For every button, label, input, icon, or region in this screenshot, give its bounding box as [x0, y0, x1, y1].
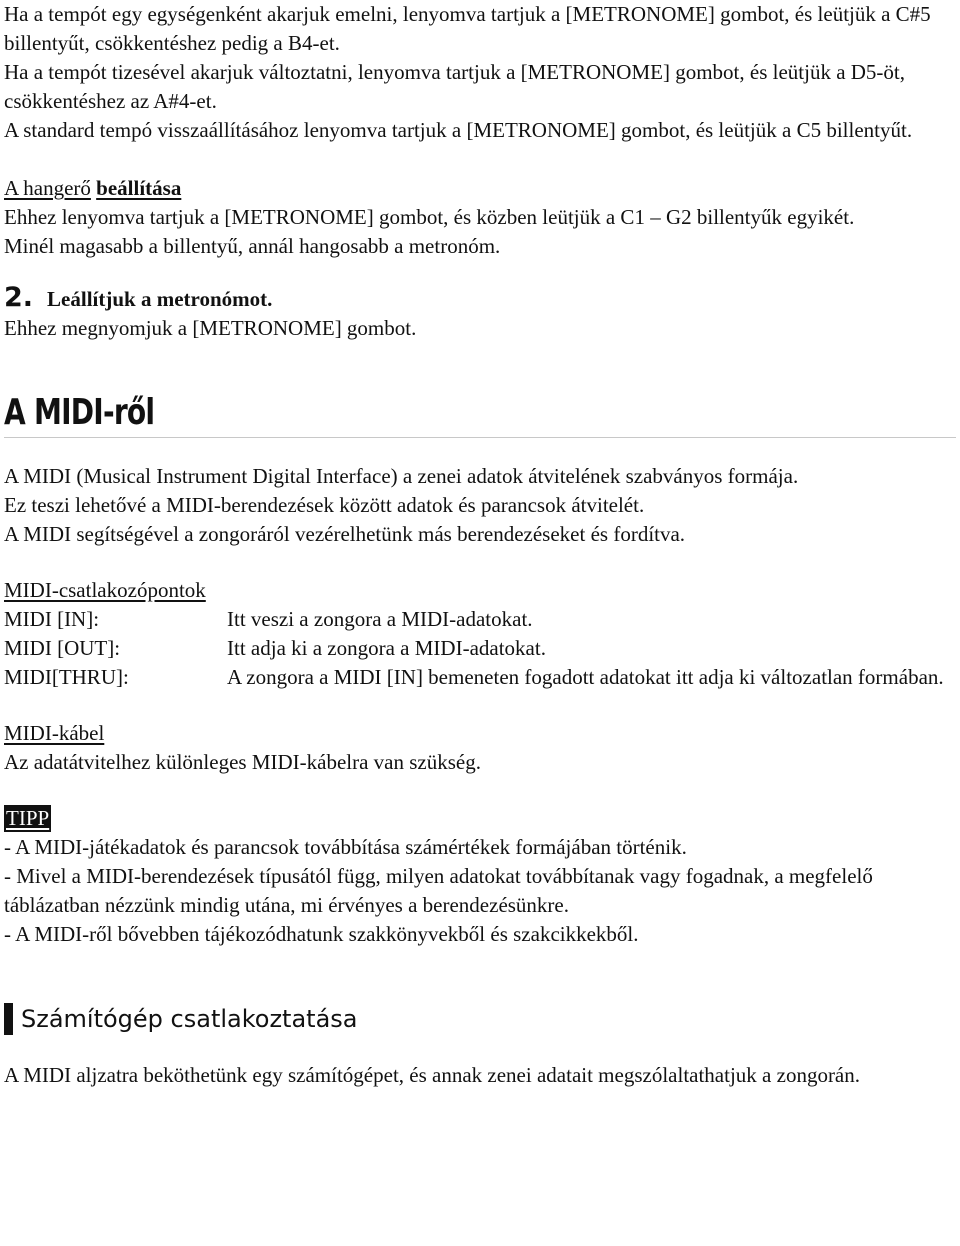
tip-item-2: - Mivel a MIDI-berendezések típusától függ, milyen adatokat továbbítanak vagy fogadnak, a megfelelő táblázatban nézzünk mindig utána, mi érvényes a berendezésünkre.: [4, 864, 873, 917]
port-description: A zongora a MIDI [IN] bemeneten fogadott adatokat itt adja ki változatlan formában.: [227, 665, 944, 689]
computer-text: A MIDI aljzatra beköthetünk egy számítógépet, és annak zenei adatait megszólaltathatjuk a zongorán.: [4, 1063, 861, 1087]
port-row-thru: [4, 663, 956, 692]
volume-paragraph-2: Minél magasabb a billentyű, annál hangosabb a metronóm.: [4, 234, 501, 258]
port-description: Itt adja ki a zongora a MIDI-adatokat.: [227, 636, 546, 660]
port-label: MIDI [IN]:: [4, 607, 100, 631]
tip-label-line: [4, 804, 956, 833]
step-title: Leállítjuk a metronómot.: [47, 287, 273, 311]
port-description: Itt veszi a zongora a MIDI-adatokat.: [227, 607, 533, 631]
midi-intro-1: A MIDI (Musical Instrument Digital Interface) a zenei adatok átvitelének szabványos formája.: [4, 464, 799, 488]
volume-heading: [4, 174, 956, 203]
computer-heading: Számítógép csatlakoztatása: [21, 1005, 358, 1033]
volume-heading-part2: beállítása: [96, 176, 182, 200]
tempo-reset-paragraph: A standard tempó visszaállításához lenyomva tartjuk a [METRONOME] gombot, és leütjük a C5 billentyűt.: [4, 118, 913, 142]
midi-intro-3: A MIDI segítségével a zongoráról vezérelhetünk más berendezéseket és fordítva.: [4, 522, 686, 546]
step-2-heading: [4, 283, 956, 314]
tip-item-1: - A MIDI-játékadatok és parancsok továbbítása számértékek formájában történik.: [4, 835, 687, 859]
step-number: 2.: [4, 282, 34, 313]
port-row-in: [4, 605, 956, 634]
tempo-step-up-paragraph: Ha a tempót egy egységenként akarjuk emelni, lenyomva tartjuk a [METRONOME] gombot, és leütjük a C#5 billentyűt, csökkentéshez pedig a B4-et.: [4, 2, 931, 55]
tempo-step-ten-paragraph: Ha a tempót tizesével akarjuk változtatni, lenyomva tartjuk a [METRONOME] gombot, és leütjük a D5-öt, csökkentéshez az A#4-et.: [4, 60, 906, 113]
ports-heading: MIDI-csatlakozópontok: [4, 578, 206, 602]
volume-heading-part1: A hangerő: [4, 176, 91, 200]
step-2-text: Ehhez megnyomjuk a [METRONOME] gombot.: [4, 316, 417, 340]
computer-section-header: [4, 1003, 956, 1035]
midi-intro-2: Ez teszi lehetővé a MIDI-berendezések között adatok és parancsok átvitelét.: [4, 493, 645, 517]
port-label: MIDI[THRU]:: [4, 665, 129, 689]
volume-paragraph-1: Ehhez lenyomva tartjuk a [METRONOME] gombot, és közben leütjük a C1 – G2 billentyűk egyikét.: [4, 205, 855, 229]
document-page: [4, 0, 956, 1090]
cable-heading: MIDI-kábel: [4, 721, 105, 745]
section-marker-bar: [4, 1003, 13, 1035]
tip-item-3: - A MIDI-ről bővebben tájékozódhatunk szakkönyvekből és szakcikkekből.: [4, 922, 639, 946]
midi-heading: A MIDI-ről: [4, 392, 155, 433]
port-label: MIDI [OUT]:: [4, 636, 121, 660]
cable-text: Az adatátvitelhez különleges MIDI-kábelra van szükség.: [4, 750, 481, 774]
midi-section-header: [4, 393, 956, 438]
port-row-out: [4, 634, 956, 663]
tip-badge: TIPP: [6, 806, 50, 830]
